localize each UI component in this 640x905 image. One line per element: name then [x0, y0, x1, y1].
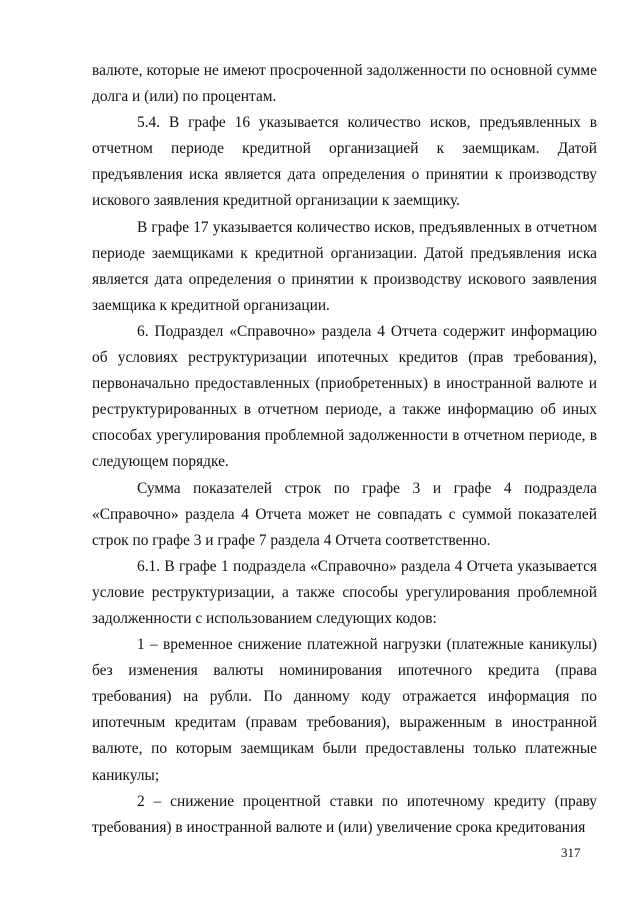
- paragraph-continuation: валюте, которые не имеют просроченной задолженности по основной сумме долга и (или) по процентам.: [92, 62, 597, 106]
- document-page-body: [92, 58, 597, 841]
- paragraph-6-reference-subsection: 6. Подраздел «Справочно» раздела 4 Отчета содержит информацию об условиях реструктуризации ипотечных кредитов (прав требования), первоначально предоставленных (приобретенных) в иностранной валюте и реструктурированных в отчетном периоде, а также информацию об иных способах урегулирования проблемной задолженности в отчетном периоде, в следующем порядке.: [92, 322, 597, 471]
- paragraph-sum-of-indicators: Сумма показателей строк по графе 3 и графе 4 подраздела «Справочно» раздела 4 Отчета может не совпадать с суммой показателей строк по графе 3 и графе 7 раздела 4 Отчета соответственно.: [92, 479, 597, 549]
- list-item-code-2: 2 – снижение процентной ставки по ипотечному кредиту (праву требования) в иностранной валюте и (или) увеличение срока кредитования: [92, 792, 597, 836]
- paragraph-5-4-column-16: 5.4. В графе 16 указывается количество исков, предъявленных в отчетном периоде кредитной организацией к заемщикам. Датой предъявления иска является дата определения о принятии к производству искового заявления кредитной организации к заемщику.: [92, 114, 597, 210]
- list-item-code-1: 1 – временное снижение платежной нагрузки (платежные каникулы) без изменения валюты номинирования ипотечного кредита (права требования) на рубли. По данному коду отражается информация по ипотечным кредитам (правам требования), выраженным в иностранной валюте, по которым заемщикам были предоставлены только платежные каникулы;: [92, 636, 597, 784]
- paragraph-6-1-column-1: 6.1. В графе 1 подраздела «Справочно» раздела 4 Отчета указывается условие реструктуризации, а также способы урегулирования проблемной задолженности с использованием следующих кодов:: [92, 557, 597, 627]
- paragraph-column-17: В графе 17 указывается количество исков, предъявленных в отчетном периоде заемщиками к кредитной организации. Датой предъявления иска является дата определения о принятии к производству искового заявления заемщика к кредитной организации.: [92, 218, 597, 314]
- page-number: 317: [561, 845, 581, 860]
